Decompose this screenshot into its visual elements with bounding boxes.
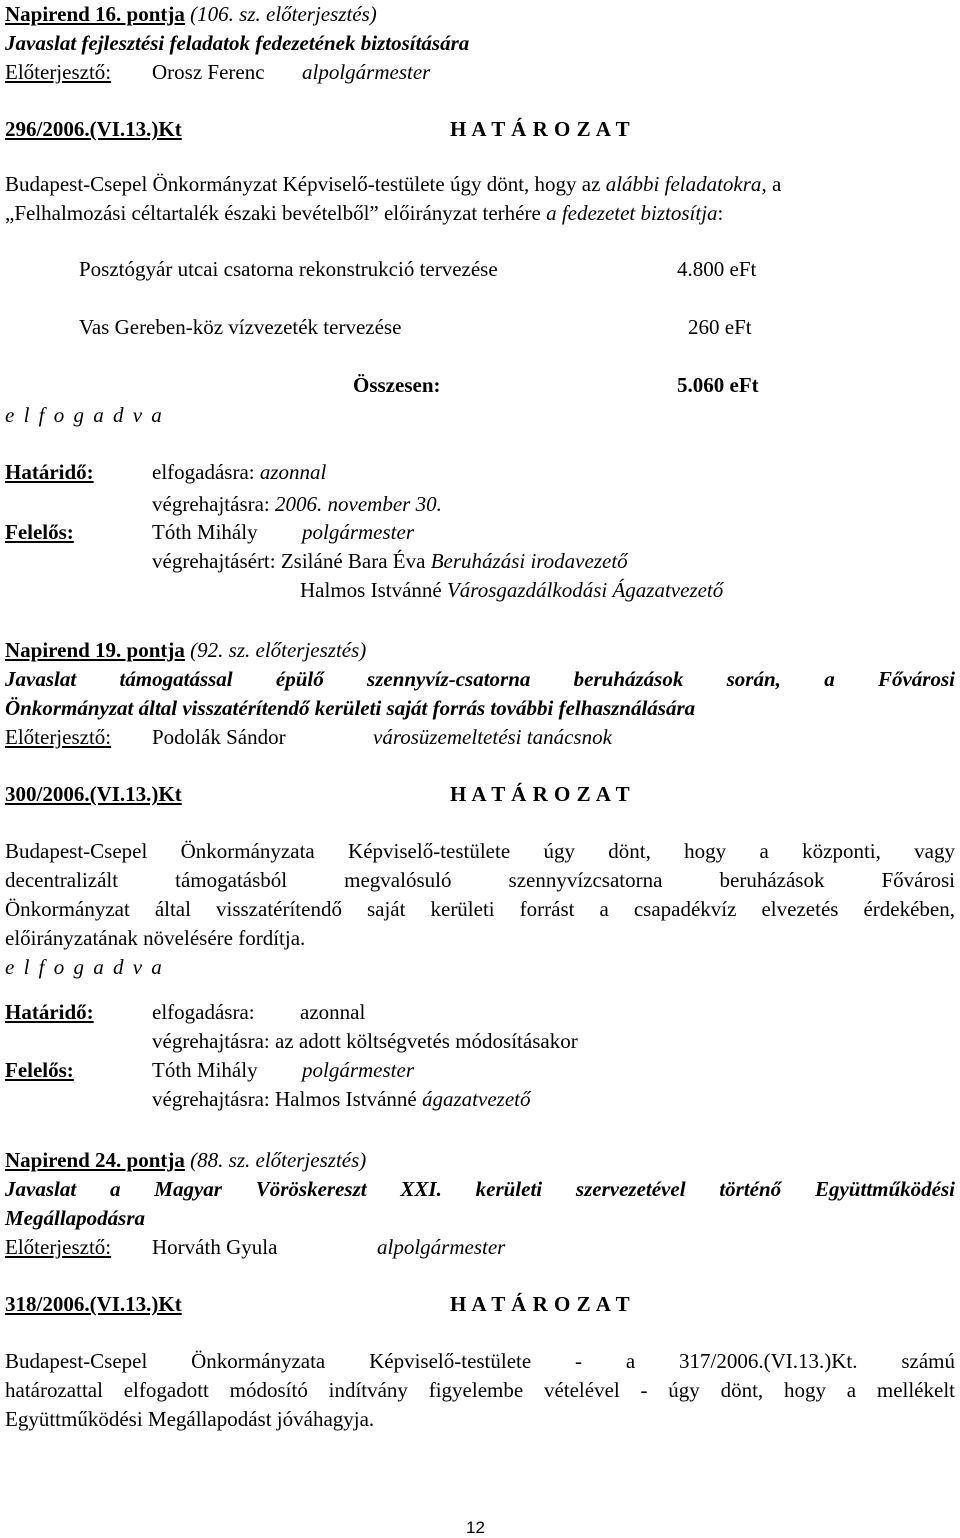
resolution-heading: H A T Á R O Z A T <box>450 1292 631 1316</box>
deadline-label: Határidő: <box>5 1000 94 1024</box>
presenter-label: Előterjesztő: <box>5 725 112 749</box>
responsible-line <box>5 1056 955 1085</box>
responsible-label: Felelős: <box>5 520 74 544</box>
presenter-role: városüzemeltetési tanácsnok <box>373 725 612 749</box>
agenda-item-19 <box>5 636 955 1111</box>
cost-item-name: Vas Gereben-köz vízvezeték tervezése <box>79 315 402 339</box>
responsible-role: polgármester <box>302 1058 414 1082</box>
cost-item-name: Posztógyár utcai csatorna rekonstrukció tervezése <box>79 257 498 281</box>
accepted-mark: e l f o g a d v a <box>5 955 164 979</box>
resolution-body-line: „Felhalmozási céltartalék északi bevételből” előirányzat terhére a fedezetet biztosítja: <box>5 201 724 225</box>
responsible-name: Tóth Mihály <box>152 520 258 544</box>
responsible-line <box>5 547 955 576</box>
resolution-body-line: előirányzatának növelésére fordítja. <box>5 926 306 950</box>
cost-total-amount: 5.060 eFt <box>677 373 759 397</box>
agenda-proposal-ref: (92. sz. előterjesztés) <box>184 638 367 662</box>
proposal-title: Önkormányzat által visszatérítendő kerületi saját forrás további felhasználására <box>5 696 696 720</box>
agenda-heading <box>5 636 955 665</box>
agenda-item-16 <box>5 0 955 602</box>
cost-item-amount: 260 eFt <box>688 315 752 339</box>
page-number: 12 <box>466 1518 485 1537</box>
agenda-number: Napirend 16. pontja <box>5 2 185 26</box>
resolution-number: 300/2006.(VI.13.)Kt <box>5 782 182 806</box>
agenda-heading <box>5 0 955 29</box>
resolution-line <box>5 780 955 809</box>
responsible-value: Halmos Istvánné Városgazdálkodási Ágazatvezető <box>300 578 724 602</box>
agenda-heading <box>5 1146 955 1175</box>
presenter-name: Orosz Ferenc <box>152 60 265 84</box>
deadline-value: elfogadásra: <box>152 1000 255 1024</box>
presenter-role: alpolgármester <box>377 1235 506 1259</box>
deadline-line <box>5 1027 955 1056</box>
resolution-heading: H A T Á R O Z A T <box>450 117 631 141</box>
responsible-line <box>5 576 955 605</box>
presenter-line <box>5 1233 955 1262</box>
deadline-line <box>5 458 955 487</box>
presenter-role: alpolgármester <box>302 60 431 84</box>
deadline-value: végrehajtásra: az adott költségvetés módosításakor <box>152 1029 578 1053</box>
cost-total-label: Összesen: <box>353 373 441 397</box>
resolution-body-line: decentralizált támogatásból megvalósuló szennyvízcsatorna beruházások Fővárosi <box>5 868 955 892</box>
resolution-heading: H A T Á R O Z A T <box>450 782 631 806</box>
proposal-title: Javaslat fejlesztési feladatok fedezetének biztosítására <box>5 31 470 55</box>
resolution-number: 296/2006.(VI.13.)Kt <box>5 117 182 141</box>
deadline-line <box>5 998 955 1027</box>
responsible-label: Felelős: <box>5 1058 74 1082</box>
proposal-title: Megállapodásra <box>5 1206 146 1230</box>
proposal-title: Javaslat támogatással épülő szennyvíz-csatorna beruházások során, a Fővárosi <box>5 667 955 691</box>
cost-total-row <box>5 371 955 400</box>
deadline-value: elfogadásra: azonnal <box>152 460 327 484</box>
presenter-line <box>5 58 955 87</box>
agenda-item-24 <box>5 1146 955 1431</box>
resolution-body-line: határozattal elfogadott módosító indítvány figyelembe vételével - úgy dönt, hogy a mellékelt <box>5 1378 955 1402</box>
presenter-name: Horváth Gyula <box>152 1235 278 1259</box>
resolution-body <box>5 837 955 1111</box>
cost-item-amount: 4.800 eFt <box>677 257 757 281</box>
resolution-body-line: Budapest-Csepel Önkormányzat Képviselő-testülete úgy dönt, hogy az alábbi feladatokra, a <box>5 172 782 196</box>
responsible-line <box>5 518 955 547</box>
resolution-body-line: Együttműködési Megállapodást jóváhagyja. <box>5 1407 375 1431</box>
resolution-number: 318/2006.(VI.13.)Kt <box>5 1292 182 1316</box>
resolution-line <box>5 115 955 144</box>
deadline-line <box>5 490 955 519</box>
agenda-proposal-ref: (106. sz. előterjesztés) <box>184 2 377 26</box>
resolution-body-line: Budapest-Csepel Önkormányzata Képviselő-testülete - a 317/2006.(VI.13.)Kt. számú <box>5 1349 955 1373</box>
responsible-name: Tóth Mihály <box>152 1058 258 1082</box>
responsible-line <box>5 1085 955 1114</box>
agenda-proposal-ref: (88. sz. előterjesztés) <box>184 1148 367 1172</box>
responsible-role: polgármester <box>302 520 414 544</box>
cost-row <box>5 313 955 342</box>
proposal-title: Javaslat a Magyar Vöröskereszt XXI. kerületi szervezetével történő Együttműködési <box>5 1177 955 1201</box>
cost-row <box>5 255 955 284</box>
resolution-body-line: Önkormányzat által visszatérítendő saját kerületi forrást a csapadékvíz elvezetés érdekében, <box>5 897 955 921</box>
presenter-label: Előterjesztő: <box>5 60 112 84</box>
resolution-body-line: Budapest-Csepel Önkormányzata Képviselő-testülete úgy dönt, hogy a központi, vagy <box>5 839 955 863</box>
responsible-value: végrehajtásra: Halmos Istvánné ágazatvezető <box>152 1087 531 1111</box>
agenda-number: Napirend 19. pontja <box>5 638 185 662</box>
cost-table <box>5 255 955 395</box>
presenter-label: Előterjesztő: <box>5 1235 112 1259</box>
deadline-value: azonnal <box>300 1000 366 1024</box>
accepted-mark: e l f o g a d v a <box>5 403 164 427</box>
resolution-line <box>5 1290 955 1319</box>
resolution-body <box>5 1347 955 1434</box>
agenda-number: Napirend 24. pontja <box>5 1148 185 1172</box>
deadline-label: Határidő: <box>5 460 94 484</box>
deadline-value: végrehajtásra: 2006. november 30. <box>152 492 442 516</box>
responsible-value: végrehajtásért: Zsiláné Bara Éva Beruházási irodavezető <box>152 549 628 573</box>
presenter-name: Podolák Sándor <box>152 725 286 749</box>
presenter-line <box>5 723 955 752</box>
